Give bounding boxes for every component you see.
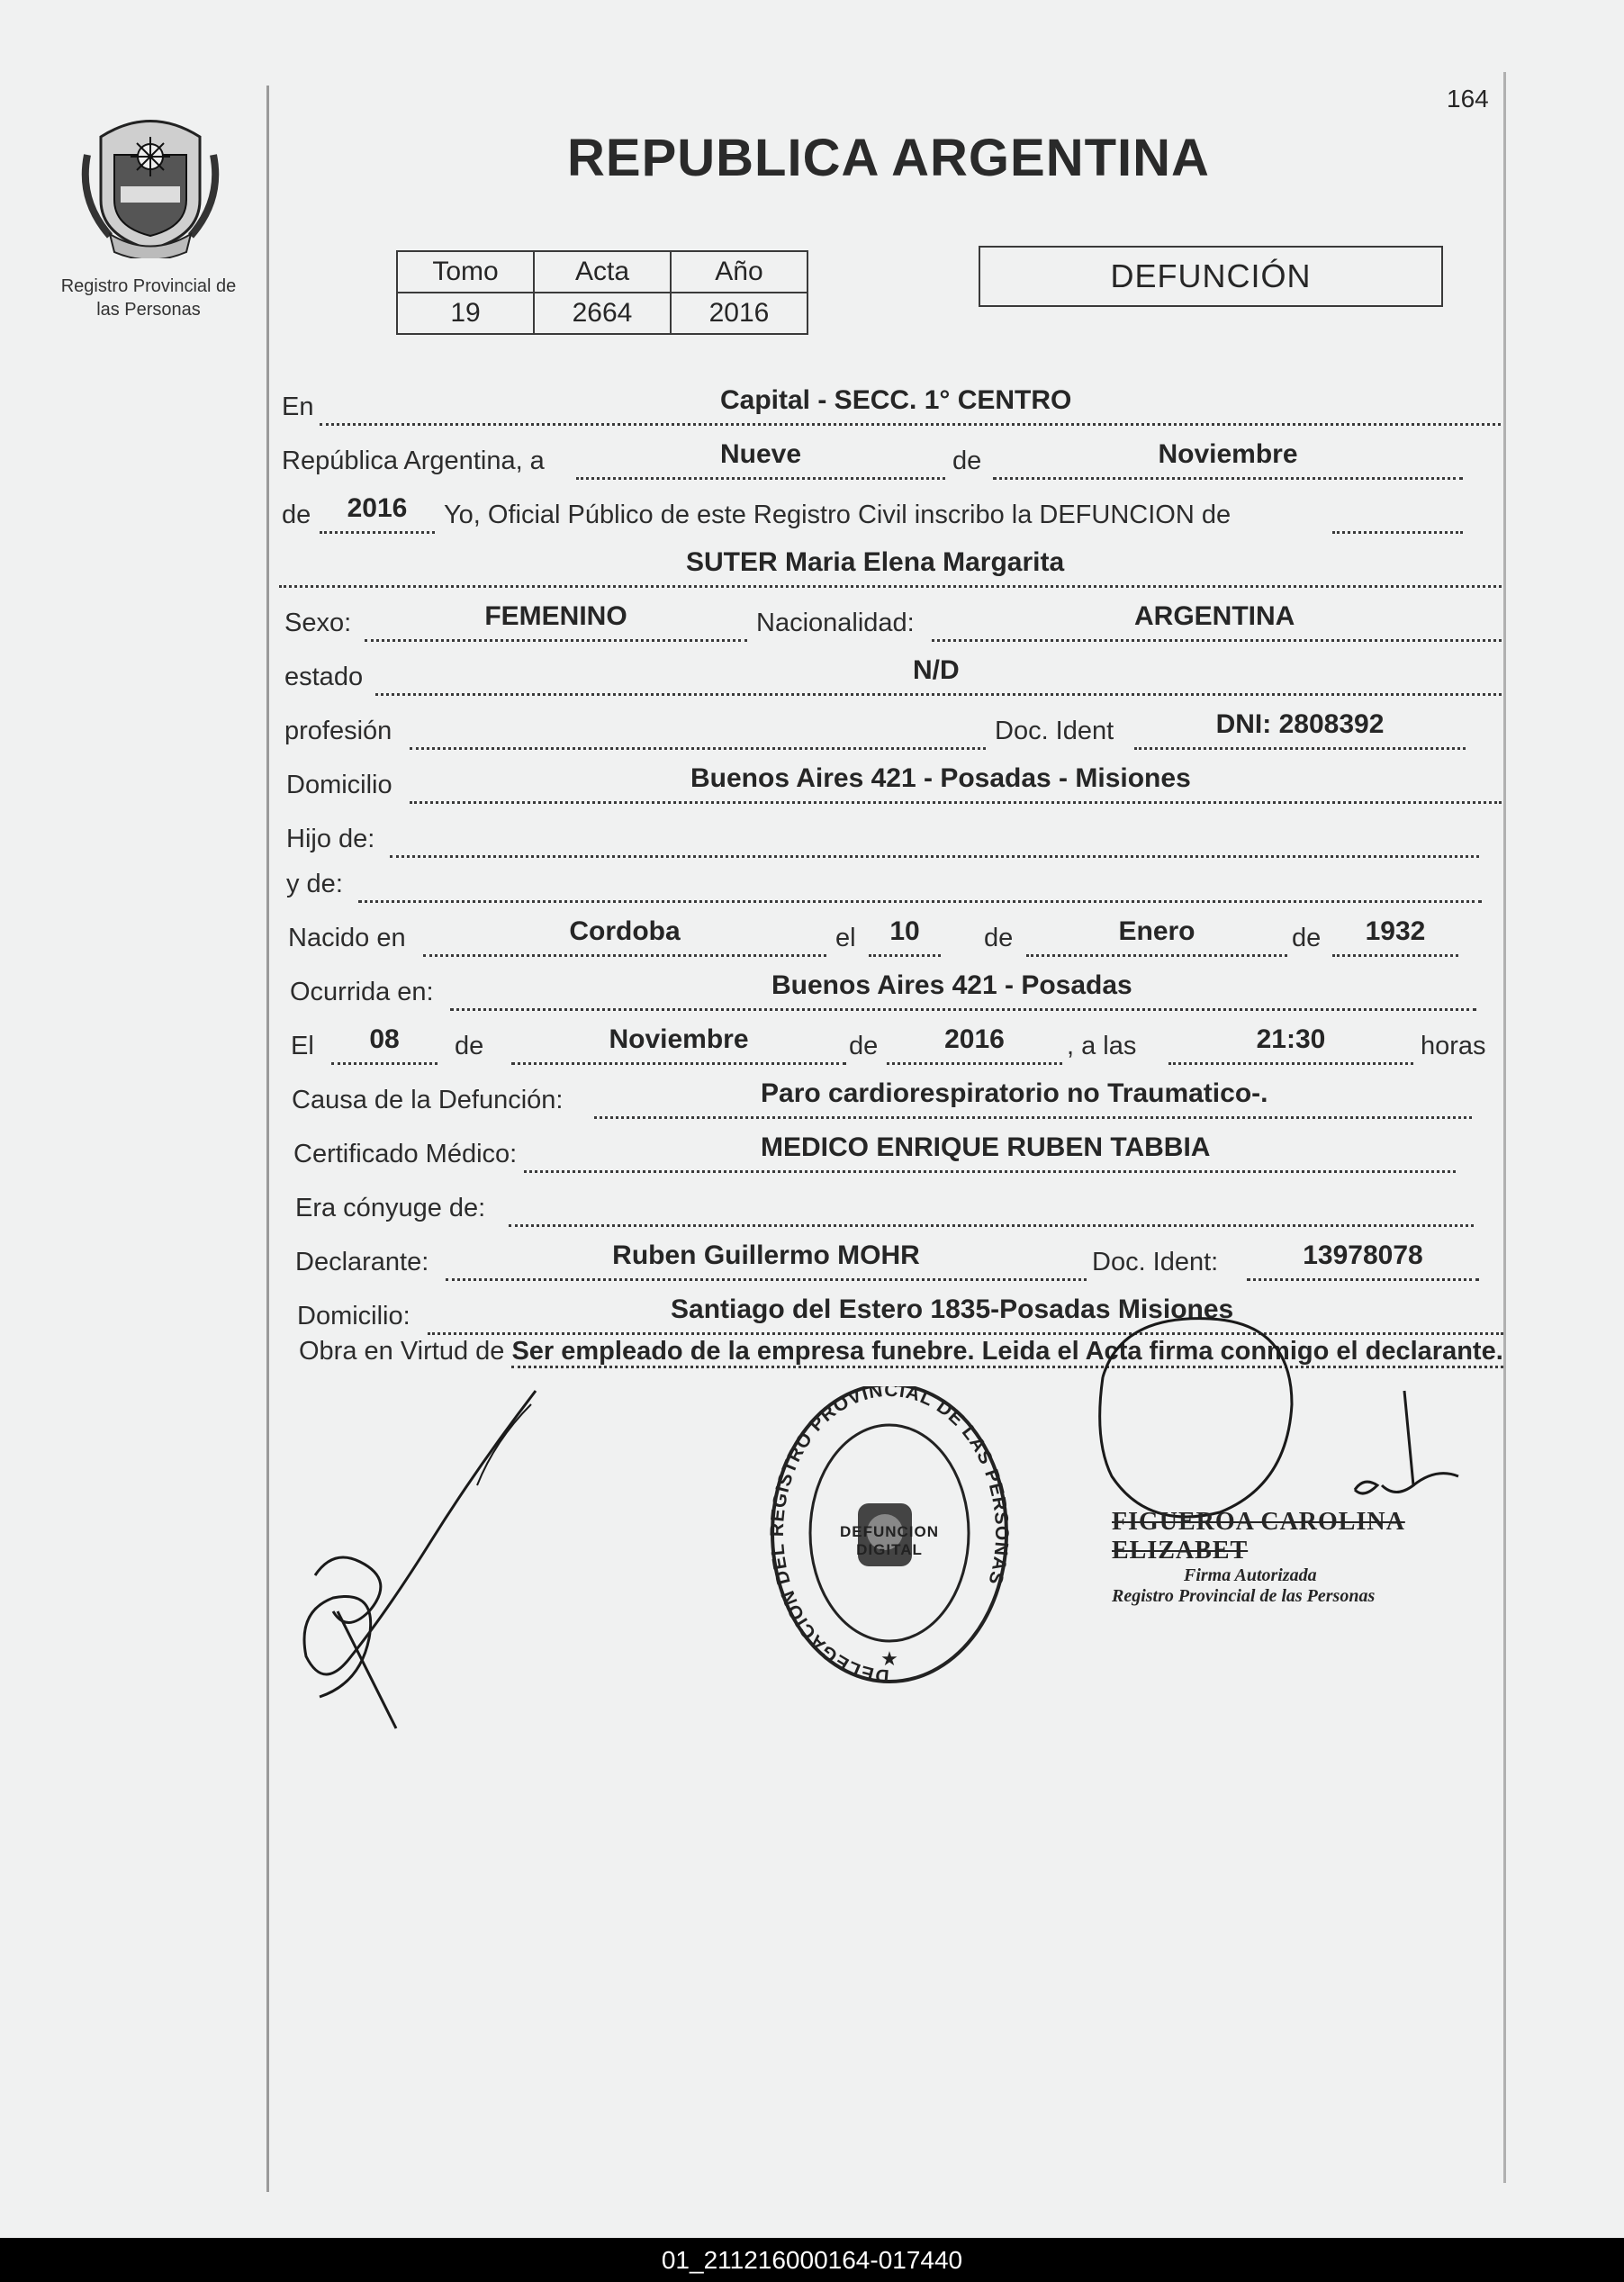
certificado-field <box>524 1127 1456 1173</box>
def-mes-value: Noviembre <box>609 1024 749 1054</box>
row-conyuge <box>0 1184 1624 1229</box>
anio-header: Año <box>671 251 807 293</box>
mes-value: Noviembre <box>1158 439 1298 469</box>
domicilio-value: Buenos Aires 421 - Posadas - Misiones <box>690 763 1191 793</box>
anio-value: 2016 <box>347 493 408 523</box>
declarante-value: Ruben Guillermo MOHR <box>612 1240 920 1270</box>
en-field <box>320 380 1501 426</box>
row-certificado <box>0 1130 1624 1175</box>
nacido-label: Nacido en <box>288 924 406 952</box>
mes-field <box>993 434 1463 480</box>
nacionalidad-value: ARGENTINA <box>1134 601 1295 631</box>
tomo-header: Tomo <box>397 251 534 293</box>
hijo-field <box>390 812 1479 858</box>
nacido-lugar-field <box>423 911 826 957</box>
conyuge-label: Era cónyuge de: <box>295 1194 486 1222</box>
def-de-label: de <box>455 1032 484 1060</box>
hora-field <box>1168 1019 1413 1065</box>
causa-field <box>594 1073 1472 1119</box>
row-defuncion-fecha <box>0 1022 1624 1067</box>
registry-line-2: las Personas <box>96 300 201 320</box>
profesion-label: profesión <box>284 717 392 745</box>
nacido-de2-label: de <box>1292 924 1322 952</box>
doc-ident-field <box>1134 704 1466 750</box>
tomo-value: 19 <box>397 293 534 334</box>
row-oficial <box>0 491 1624 536</box>
declarant-signature <box>297 1386 549 1746</box>
doc-ident-label: Doc. Ident <box>995 717 1114 745</box>
nombre-field <box>279 542 1502 588</box>
stamp-outer-text: DELEGACION DEL REGISTRO PROVINCIAL DE LAS PERSONAS <box>766 1386 1013 1687</box>
stamp-inner-text: DEFUNCION DIGITAL <box>839 1523 940 1558</box>
row-hijo <box>0 815 1624 860</box>
dia-field <box>576 434 945 480</box>
nacido-mes-value: Enero <box>1118 916 1195 946</box>
anio-value: 2016 <box>671 293 807 334</box>
row-en <box>0 383 1624 428</box>
row-sexo <box>0 599 1624 644</box>
nacido-dia-field <box>869 911 941 957</box>
oficial-trailing-field <box>1332 488 1463 534</box>
en-label: En <box>282 392 314 421</box>
row-ocurrida <box>0 968 1624 1013</box>
sexo-value: FEMENINO <box>484 601 627 631</box>
row-yde <box>0 860 1624 905</box>
anio-field <box>320 488 435 534</box>
acta-header: Acta <box>534 251 671 293</box>
def-de2-label: de <box>849 1032 879 1060</box>
provincial-seal <box>74 101 227 258</box>
page-number: 164 <box>1447 85 1489 113</box>
en-value: Capital - SECC. 1° CENTRO <box>720 385 1072 415</box>
authority-role: Firma Autorizada <box>1184 1565 1317 1585</box>
estado-value: N/D <box>913 655 960 685</box>
nacido-lugar-value: Cordoba <box>569 916 681 946</box>
decl-doc-value: 13978078 <box>1303 1240 1423 1270</box>
authority-office: Registro Provincial de las Personas <box>1112 1586 1376 1606</box>
acta-value: 2664 <box>534 293 671 334</box>
domicilio-label: Domicilio <box>286 771 392 799</box>
reference-table <box>396 250 808 335</box>
hijo-label: Hijo de: <box>286 825 375 853</box>
authority-name: FIGUEROA CAROLINA ELIZABET <box>1112 1508 1405 1565</box>
certificado-label: Certificado Médico: <box>293 1140 518 1168</box>
El-label: El <box>291 1032 314 1060</box>
estado-field <box>375 650 1502 696</box>
de-year-label: de <box>282 501 311 529</box>
registry-caption <box>36 275 261 321</box>
def-dia-value: 08 <box>369 1024 400 1054</box>
row-estado <box>0 653 1624 698</box>
doc-ident-value: DNI: 2808392 <box>1215 709 1385 739</box>
footer-code: 01_211216000164-017440 <box>0 2238 1624 2282</box>
nombre-value: SUTER Maria Elena Margarita <box>686 547 1065 577</box>
profesion-field <box>410 704 986 750</box>
nacido-de-label: de <box>984 924 1014 952</box>
svg-text:★: ★ <box>880 1647 898 1670</box>
decl-doc-label: Doc. Ident: <box>1092 1248 1219 1276</box>
hora-value: 21:30 <box>1256 1024 1326 1054</box>
authority-block <box>1112 1508 1490 1607</box>
def-anio-value: 2016 <box>944 1024 1005 1054</box>
registry-line-1: Registro Provincial de <box>60 276 237 296</box>
row-causa <box>0 1076 1624 1121</box>
ocurrida-value: Buenos Aires 421 - Posadas <box>771 970 1132 1000</box>
row-fecha <box>0 437 1624 482</box>
declarante-label: Declarante: <box>295 1248 429 1276</box>
def-dia-field <box>331 1019 438 1065</box>
sexo-field <box>365 596 747 642</box>
obra-label: Obra en Virtud de <box>299 1337 505 1366</box>
nacido-mes-field <box>1026 911 1287 957</box>
oficial-text: Yo, Oficial Público de este Registro Civil inscribo la DEFUNCION de <box>444 501 1232 529</box>
conyuge-field <box>509 1181 1474 1227</box>
official-signature <box>1085 1305 1481 1539</box>
republica-label: República Argentina, a <box>282 446 545 475</box>
causa-value: Paro cardiorespiratorio no Traumatico-. <box>761 1078 1268 1108</box>
row-domicilio <box>0 761 1624 806</box>
nacido-anio-value: 1932 <box>1365 916 1426 946</box>
decl-doc-field <box>1247 1235 1479 1281</box>
el-label: el <box>835 924 856 952</box>
causa-label: Causa de la Defunción: <box>292 1086 564 1114</box>
de-label: de <box>952 446 982 475</box>
sexo-label: Sexo: <box>284 609 352 637</box>
decl-domicilio-value: Santiago del Estero 1835-Posadas Misiones <box>671 1294 1234 1324</box>
ocurrida-label: Ocurrida en: <box>290 978 434 1006</box>
obra-value: Ser empleado de la empresa funebre. Leida el Acta firma conmigo el declarante. <box>511 1337 1502 1368</box>
domicilio-field <box>410 758 1502 804</box>
nacido-anio-field <box>1332 911 1458 957</box>
row-declarante <box>0 1238 1624 1283</box>
document-type-box: DEFUNCIÓN <box>979 246 1443 307</box>
def-mes-field <box>511 1019 846 1065</box>
alas-label: , a las <box>1067 1032 1137 1060</box>
yde-label: y de: <box>286 870 343 898</box>
certificado-value: MEDICO ENRIQUE RUBEN TABBIA <box>761 1132 1211 1162</box>
horas-label: horas <box>1421 1032 1486 1060</box>
row-profesion <box>0 707 1624 752</box>
nacionalidad-field <box>932 596 1502 642</box>
declarante-field <box>446 1235 1087 1281</box>
ocurrida-field <box>450 965 1476 1011</box>
dia-value: Nueve <box>719 439 802 469</box>
nacionalidad-label: Nacionalidad: <box>756 609 915 637</box>
row-nacido <box>0 914 1624 959</box>
nacido-dia-value: 10 <box>889 916 920 946</box>
registry-stamp <box>763 1386 1015 1701</box>
yde-field <box>358 857 1482 903</box>
row-nombre <box>0 545 1624 590</box>
decl-domicilio-label: Domicilio: <box>297 1302 411 1330</box>
def-anio-field <box>887 1019 1062 1065</box>
page-title: REPUBLICA ARGENTINA <box>567 129 1210 187</box>
estado-label: estado <box>284 663 364 691</box>
